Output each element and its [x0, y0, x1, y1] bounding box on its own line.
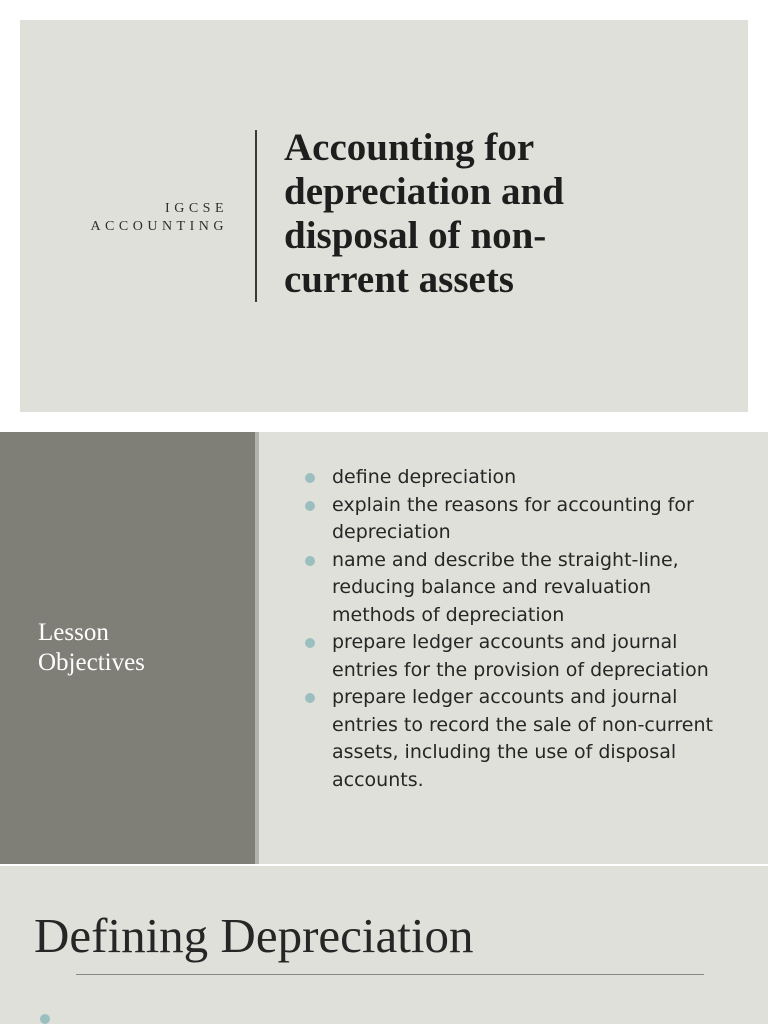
side-panel-accent-bar: [255, 432, 259, 864]
list-item: [300, 547, 740, 630]
objectives-heading-line-1: Lesson: [38, 619, 109, 646]
objective-text: define depreciation: [332, 466, 517, 488]
subtitle-line-1: IGCSE: [165, 201, 228, 216]
objective-text: prepare ledger accounts and journal entries to record the sale of non-current assets, including the use of disposal accounts.: [332, 686, 713, 791]
objective-text: name and describe the straight-line, reducing balance and revaluation methods of depreciation: [332, 548, 679, 626]
objective-text: explain the reasons for accounting for depreciation: [332, 493, 694, 543]
objectives-side-panel: [0, 432, 255, 864]
bullet-dot-icon: [305, 638, 315, 648]
slide-title: Accounting for depreciation and disposal of non-current assets: [284, 126, 564, 301]
definition-title: Defining Depreciation: [34, 908, 474, 963]
definition-slide: [0, 866, 768, 1024]
bullet-dot-icon: [305, 556, 315, 566]
list-item: [300, 684, 740, 794]
title-underline: [76, 974, 704, 975]
objectives-heading: [38, 618, 238, 678]
list-item: [300, 464, 740, 492]
bullet-dot-icon: [305, 693, 315, 703]
bullet-dot-icon: [305, 473, 315, 483]
objectives-list: [300, 464, 740, 794]
title-divider: [255, 130, 257, 302]
course-subtitle: [90, 200, 228, 236]
list-item: [300, 492, 740, 547]
objectives-slide: [0, 432, 768, 864]
title-slide: [20, 20, 748, 412]
list-item: [300, 629, 740, 684]
bullet-dot-icon: [305, 501, 315, 511]
objective-text: prepare ledger accounts and journal entries for the provision of depreciation: [332, 631, 709, 681]
subtitle-line-2: ACCOUNTING: [90, 219, 228, 234]
bullet-dot-icon: [40, 1014, 50, 1024]
objectives-heading-line-2: Objectives: [38, 649, 145, 676]
